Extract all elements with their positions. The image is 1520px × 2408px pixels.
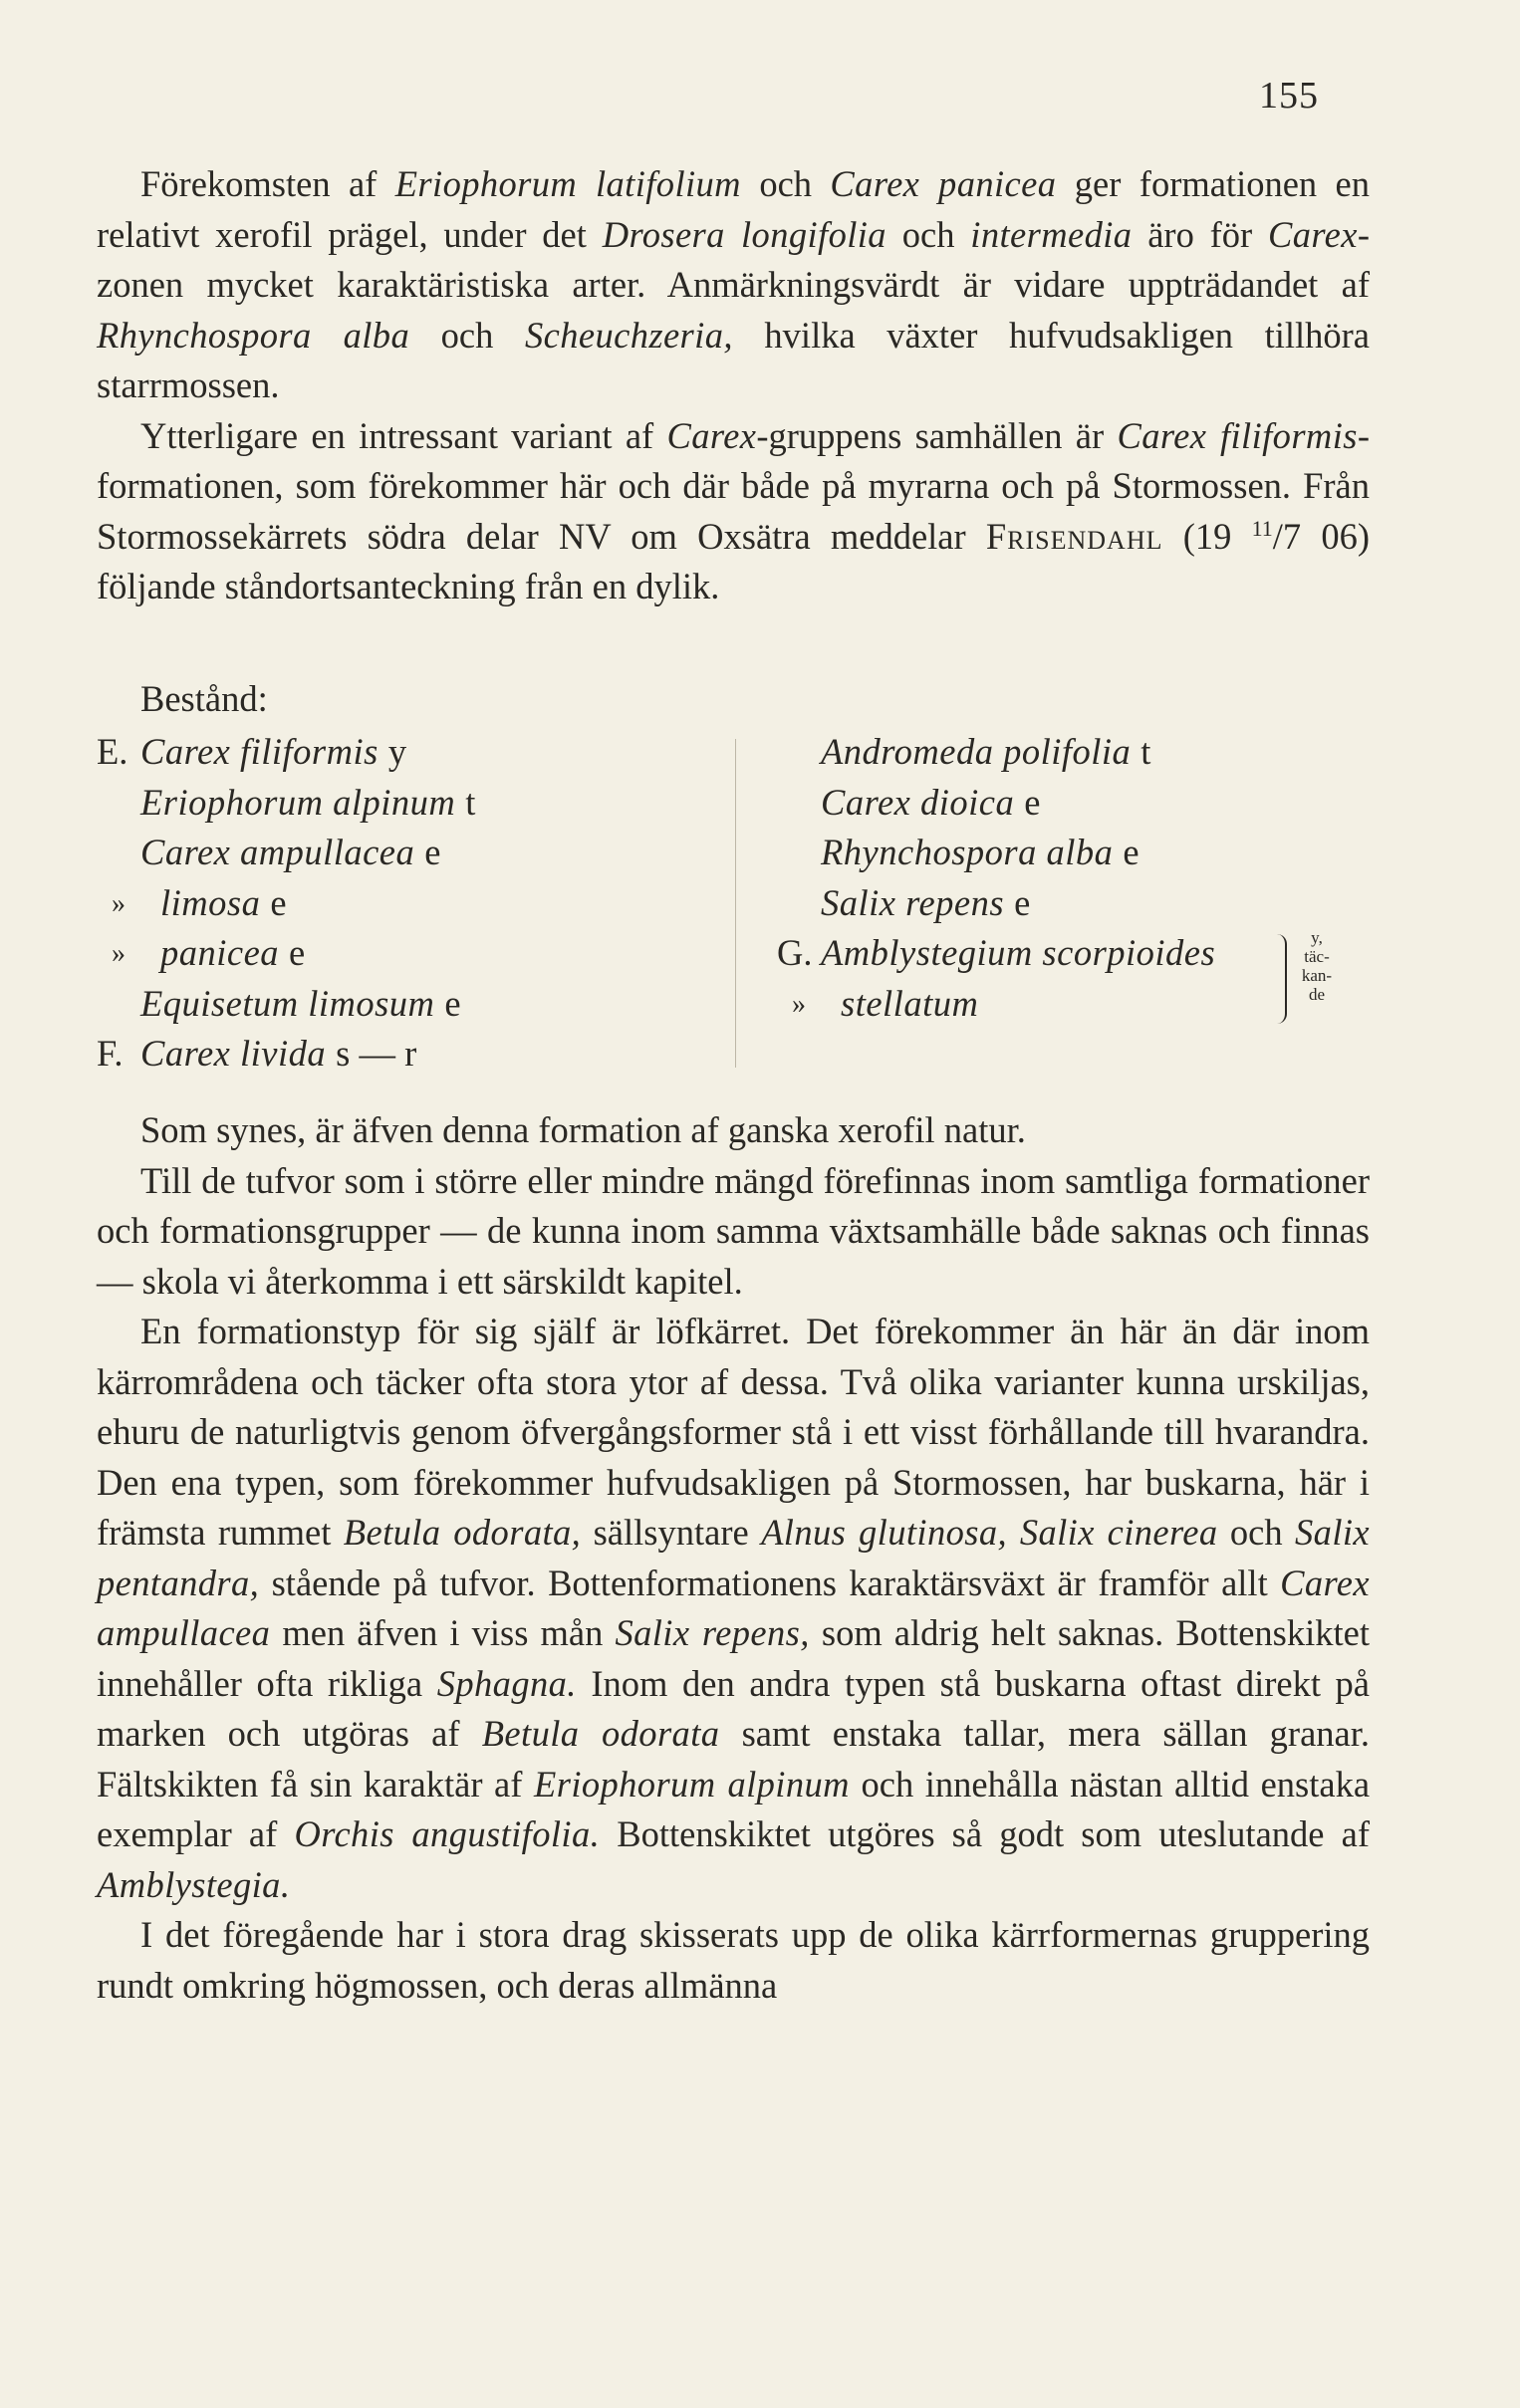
abundance: e (444, 982, 461, 1024)
species-name: Salix repens (821, 881, 1005, 923)
species-row (97, 828, 714, 878)
layer-prefix: » (792, 988, 806, 1020)
text-run: Som synes, är äfven denna formation af ganska xerofil natur. (140, 1109, 1026, 1150)
column-divider (735, 739, 736, 1068)
text-run: /7 06) följande ståndortsanteckning från en dylik. (97, 515, 1371, 606)
layer-prefix: F. (97, 1033, 124, 1074)
text-run: -zonen mycket karaktäristiska arter. Anmärkningsvärdt är vidare uppträdandet af (97, 213, 1371, 305)
species-list-right (777, 727, 1414, 1029)
species-name: intermedia (970, 213, 1133, 255)
brace-note-line: kan- (1301, 966, 1333, 985)
text-run: Ytterligare en intressant variant af (140, 414, 667, 456)
brace-note-line: de (1308, 985, 1326, 1004)
abundance: e (289, 932, 306, 973)
text-run: men äfven i viss mån (270, 1612, 616, 1653)
brace-note-line: y, (1311, 928, 1323, 947)
abundance: e (1024, 781, 1041, 823)
species-name: Equisetum limosum (140, 982, 435, 1024)
text-run: Förekomsten af (140, 163, 395, 204)
species-row (97, 778, 714, 829)
abundance: e (424, 832, 441, 872)
text-block-bottom (97, 1105, 1370, 2011)
species-name: Carex livida (140, 1033, 327, 1074)
text-run: I det föregående har i stora drag skisserats upp de olika kärrformernas gruppering rundt omkring högmossen, och deras allmänna (97, 1914, 1370, 2006)
species-name: Sphagna. (436, 1662, 577, 1704)
layer-prefix: E. (97, 731, 128, 772)
text-run: Inom den andra typen stå buskarna oftast direkt på marken och utgöras af (97, 1662, 1370, 1754)
species-name: Betula odorata, (343, 1512, 582, 1553)
paragraph (97, 1307, 1370, 1910)
paragraph (97, 1105, 1370, 1156)
text-run: -gruppens samhällen är (756, 414, 1118, 456)
text-run: och (1217, 1512, 1296, 1553)
layer-prefix: G. (777, 932, 813, 973)
text-run: och (740, 163, 831, 204)
stand-heading: Bestånd: (140, 678, 268, 719)
species-name: Scheuchzeria, (524, 314, 733, 356)
species-name: Rhynchospora alba (97, 314, 410, 356)
text-run: samt enstaka tallar, mera sällan granar. Fältskikten få sin karaktär af (97, 1713, 1370, 1805)
text-run: Till de tufvor som i större eller mindre mängd förefinnas inom samtliga formationer och formationsgrupper — de kunna inom samma växtsamhälle både saknas och finnas — skola vi återkomma i ett särskildt kapitel. (97, 1159, 1370, 1302)
text-run: Bottenskiktet utgöres så godt som uteslutande af (600, 1813, 1370, 1854)
species-name: Carex filiformis (1117, 414, 1358, 456)
brace-note-line: täc- (1304, 947, 1330, 966)
layer-prefix: » (112, 887, 126, 919)
abundance: e (1014, 881, 1031, 923)
species-row (97, 979, 714, 1030)
species-name: Eriophorum alpinum (534, 1763, 850, 1805)
text-run: och (886, 213, 971, 255)
species-name: Salix repens, (615, 1612, 810, 1653)
species-name: Andromeda polifolia (821, 731, 1132, 772)
species-name: limosa (160, 881, 261, 923)
paragraph (97, 159, 1370, 411)
species-list-left (97, 727, 714, 1080)
paragraph (97, 1156, 1370, 1308)
species-name: Drosera longifolia (602, 213, 887, 255)
text-run: (19 (1162, 515, 1252, 557)
species-row (777, 778, 1414, 829)
species-row (97, 878, 714, 929)
paragraph (97, 411, 1370, 612)
abundance: t (465, 781, 476, 823)
species-name: Alnus glutinosa, Salix cinerea (761, 1512, 1218, 1553)
abundance: y (387, 731, 407, 772)
species-name: Salix pentandra, (97, 1512, 1370, 1603)
species-name: panicea (160, 932, 280, 973)
species-row (777, 828, 1414, 878)
species-name: Amblystegia. (97, 1863, 291, 1905)
text-run: som aldrig helt saknas. Bottenskiktet innehåller ofta rikliga (97, 1612, 1370, 1704)
text-run: stående på tufvor. Bottenformationens karaktärsväxt är framför allt (259, 1562, 1281, 1603)
species-name: Carex filiformis (140, 731, 379, 772)
species-name: Carex ampullacea (97, 1562, 1370, 1653)
text-block-top (97, 159, 1370, 612)
text-run: och (409, 314, 525, 356)
species-row (777, 979, 1414, 1030)
text-run: sällsyntare (581, 1512, 762, 1553)
page-number: 155 (1259, 75, 1319, 117)
species-name: Rhynchospora alba (821, 832, 1114, 872)
species-name: Carex panicea (830, 163, 1057, 204)
species-name: stellatum (841, 982, 979, 1024)
abundance: s — r (336, 1033, 417, 1074)
species-name: Amblystegium scorpioides (821, 932, 1216, 973)
layer-prefix: » (112, 938, 126, 969)
species-name: Carex dioica (821, 781, 1015, 823)
species-row (777, 727, 1414, 778)
text-run: äro för (1132, 213, 1268, 255)
abundance: t (1140, 731, 1151, 772)
author-name: Frisendahl (985, 515, 1163, 557)
text-run: 11 (1251, 515, 1273, 541)
species-name: Eriophorum alpinum (140, 781, 456, 823)
species-name: Eriophorum latifolium (394, 163, 741, 204)
species-row (97, 1029, 714, 1080)
species-name: Orchis angustifolia. (294, 1813, 601, 1854)
text-run: En formationstyp för sig själf är löfkärret. Det förekommer än här än där inom kärrområdena och täcker ofta stora ytor af dessa. Två olika varianter kunna urskiljas, ehuru de naturligtvis genom öfvergångsformer stå i ett visst förhållande till hvarandra. Den ena typen, som förekommer hufvudsakligen på Stormossen, har buskarna, här i främsta rummet (97, 1311, 1370, 1553)
text-run: hvilka växter hufvudsakligen tillhöra starrmossen. (97, 314, 1371, 405)
species-row (97, 727, 714, 778)
species-row (777, 878, 1414, 929)
species-row (97, 928, 714, 979)
text-run: och innehålla nästan alltid enstaka exemplar af (97, 1763, 1371, 1854)
text-run: ger formationen en relativt xerofil prägel, under det (97, 163, 1371, 255)
species-name: Carex ampullacea (140, 832, 415, 872)
abundance: e (270, 881, 287, 923)
text-run: -formationen, som förekommer här och där både på myrarna och på Stormossen. Från Stormossekärrets södra delar NV om Oxsätra meddelar (97, 414, 1370, 557)
paragraph (97, 1910, 1370, 2011)
species-name: Carex (666, 414, 757, 456)
species-name: Betula odorata (481, 1713, 720, 1754)
abundance: e (1123, 832, 1140, 872)
species-name: Carex (1268, 213, 1358, 255)
